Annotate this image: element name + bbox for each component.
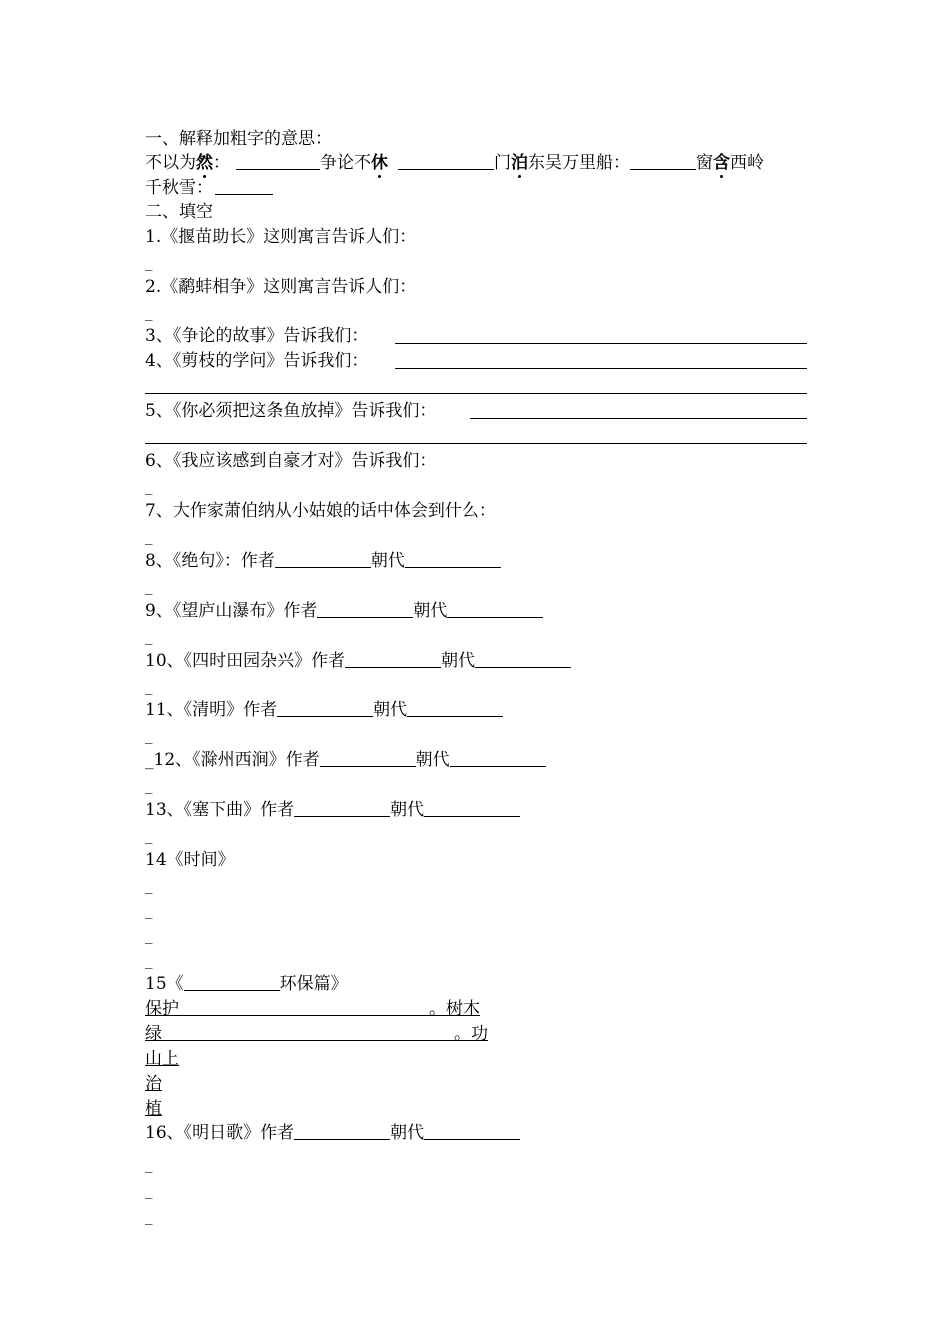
q11-dynasty-blank[interactable] [407,700,503,717]
q15-post: 环保篇》 [279,974,348,994]
q6-text: 6、《我应该感到自豪才对》告诉我们： [145,451,437,471]
q14-answer-line-1[interactable]: _ [145,876,153,894]
q11-author-blank[interactable] [277,700,373,717]
q15-line5: 植 [145,1099,162,1119]
q4-answer-blank[interactable] [395,350,807,369]
q16-answer-line-3[interactable]: _ [145,1207,153,1225]
q16-dynasty-blank[interactable] [424,1123,520,1140]
q13-author-blank[interactable] [294,800,390,817]
q8-dynasty-blank[interactable] [405,551,501,568]
section2-heading: 二、填空 [145,202,213,222]
q6-answer-line[interactable]: _ [145,477,153,495]
q16-author-blank[interactable] [294,1123,390,1140]
q14-answer-line-4[interactable]: _ [145,951,153,969]
item4-post: 西岭 [730,153,764,173]
q2-text: 2.《鹬蚌相争》这则寓言告诉人们： [145,277,417,297]
q4-row [145,350,807,372]
q15-line1-end: 。树木 [429,999,480,1019]
q14-text: 14《时间》 [145,850,235,870]
q15-line3: 山上 [145,1049,179,1069]
q14-answer-line-2[interactable]: _ [145,901,153,919]
q13-title: 13、《塞下曲》作者 [145,800,295,820]
q16-row [145,1122,520,1144]
q15-line2-start: 绿 [145,1024,162,1044]
q8-title: 8、《绝句》：作者 [145,551,275,571]
q9-row [145,600,543,622]
item3-post: 东吴万里船： [528,153,630,173]
q5-row [145,400,807,422]
q7-text: 7、大作家萧伯纳从小姑娘的话中体会到什么： [145,501,496,521]
q2-answer-line[interactable]: _ [145,303,153,321]
q12-dynasty-blank[interactable] [450,750,546,767]
q8-answer-line[interactable]: _ [145,577,153,595]
item4-blank[interactable] [215,178,273,195]
item4-continued: 千秋雪： [145,178,213,198]
q3-row [145,325,807,347]
q13-dynasty-label: 朝代 [390,800,425,820]
q16-title: 16、《明日歌》作者 [145,1123,295,1143]
q9-author-blank[interactable] [317,601,413,618]
q10-row [145,650,571,672]
q8-row [145,550,501,572]
q1-text: 1.《揠苗助长》这则寓言告诉人们： [145,227,417,247]
q11-answer-line[interactable]: _ [145,726,153,744]
q13-answer-line[interactable]: _ [145,826,153,844]
q9-title: 9、《望庐山瀑布》作者 [145,601,318,621]
section1-line1 [145,152,764,174]
q12-title: _12、《滁州西涧》作者 [145,750,320,770]
q9-dynasty-label: 朝代 [413,601,448,621]
q16-answer-line-1[interactable]: _ [145,1155,153,1173]
q5-answer-rule[interactable] [145,443,807,444]
q4-text: 4、《剪枝的学问》告诉我们： [145,351,369,371]
item1-post: ： [213,153,230,173]
item2-bold: 休 [371,153,388,173]
q1-answer-line[interactable]: _ [145,253,153,271]
item2-pre: 争论不 [320,153,371,173]
item2-blank[interactable] [398,153,494,170]
item4-pre: 窗 [696,153,713,173]
q15-line4: 治 [145,1074,162,1094]
q15-line2-end: 。功 [454,1024,488,1044]
item3-blank[interactable] [630,153,696,170]
q15-pre: 15《 [145,974,184,994]
q12-dynasty-label: 朝代 [415,750,450,770]
q15-line2 [145,1023,488,1045]
q7-answer-line[interactable]: _ [145,527,153,545]
q11-dynasty-label: 朝代 [373,700,408,720]
section1-line2 [145,177,273,199]
item1-pre: 不以为 [145,153,196,173]
q5-answer-blank[interactable] [470,400,807,419]
q8-author-blank[interactable] [275,551,371,568]
item1-blank[interactable] [236,153,320,170]
q10-dynasty-label: 朝代 [441,651,476,671]
q3-text: 3、《争论的故事》告诉我们： [145,326,369,346]
q12-row [145,749,546,771]
q15-line1-start: 保护 [145,999,179,1019]
q9-dynasty-blank[interactable] [447,601,543,618]
item4-bold: 含 [713,153,730,173]
q10-author-blank[interactable] [345,651,441,668]
q12-answer-line[interactable]: _ [145,776,153,794]
q11-row [145,699,503,721]
q5-text: 5、《你必须把这条鱼放掉》告诉我们： [145,401,437,421]
q15-row [145,973,348,995]
section1-heading: 一、解释加粗字的意思： [145,129,332,149]
q16-dynasty-label: 朝代 [390,1123,425,1143]
q4-answer-rule[interactable] [145,393,807,394]
q12-author-blank[interactable] [320,750,416,767]
q10-answer-line[interactable]: _ [145,677,153,695]
q15-title-blank[interactable] [184,974,280,991]
q14-answer-line-3[interactable]: _ [145,926,153,944]
q3-answer-blank[interactable] [395,325,807,344]
item1-bold: 然 [196,153,213,173]
q16-answer-line-2[interactable]: _ [145,1181,153,1199]
q15-line1 [145,998,480,1020]
q15-line2-blank[interactable] [162,1024,454,1041]
q10-title: 10、《四时田园杂兴》作者 [145,651,346,671]
q9-answer-line[interactable]: _ [145,627,153,645]
item3-bold: 泊 [511,153,528,173]
q13-dynasty-blank[interactable] [424,800,520,817]
q15-line1-blank[interactable] [179,999,429,1016]
item3-pre: 门 [494,153,511,173]
q10-dynasty-blank[interactable] [475,651,571,668]
q8-dynasty-label: 朝代 [370,551,405,571]
q13-row [145,799,520,821]
q11-title: 11、《清明》作者 [145,700,278,720]
